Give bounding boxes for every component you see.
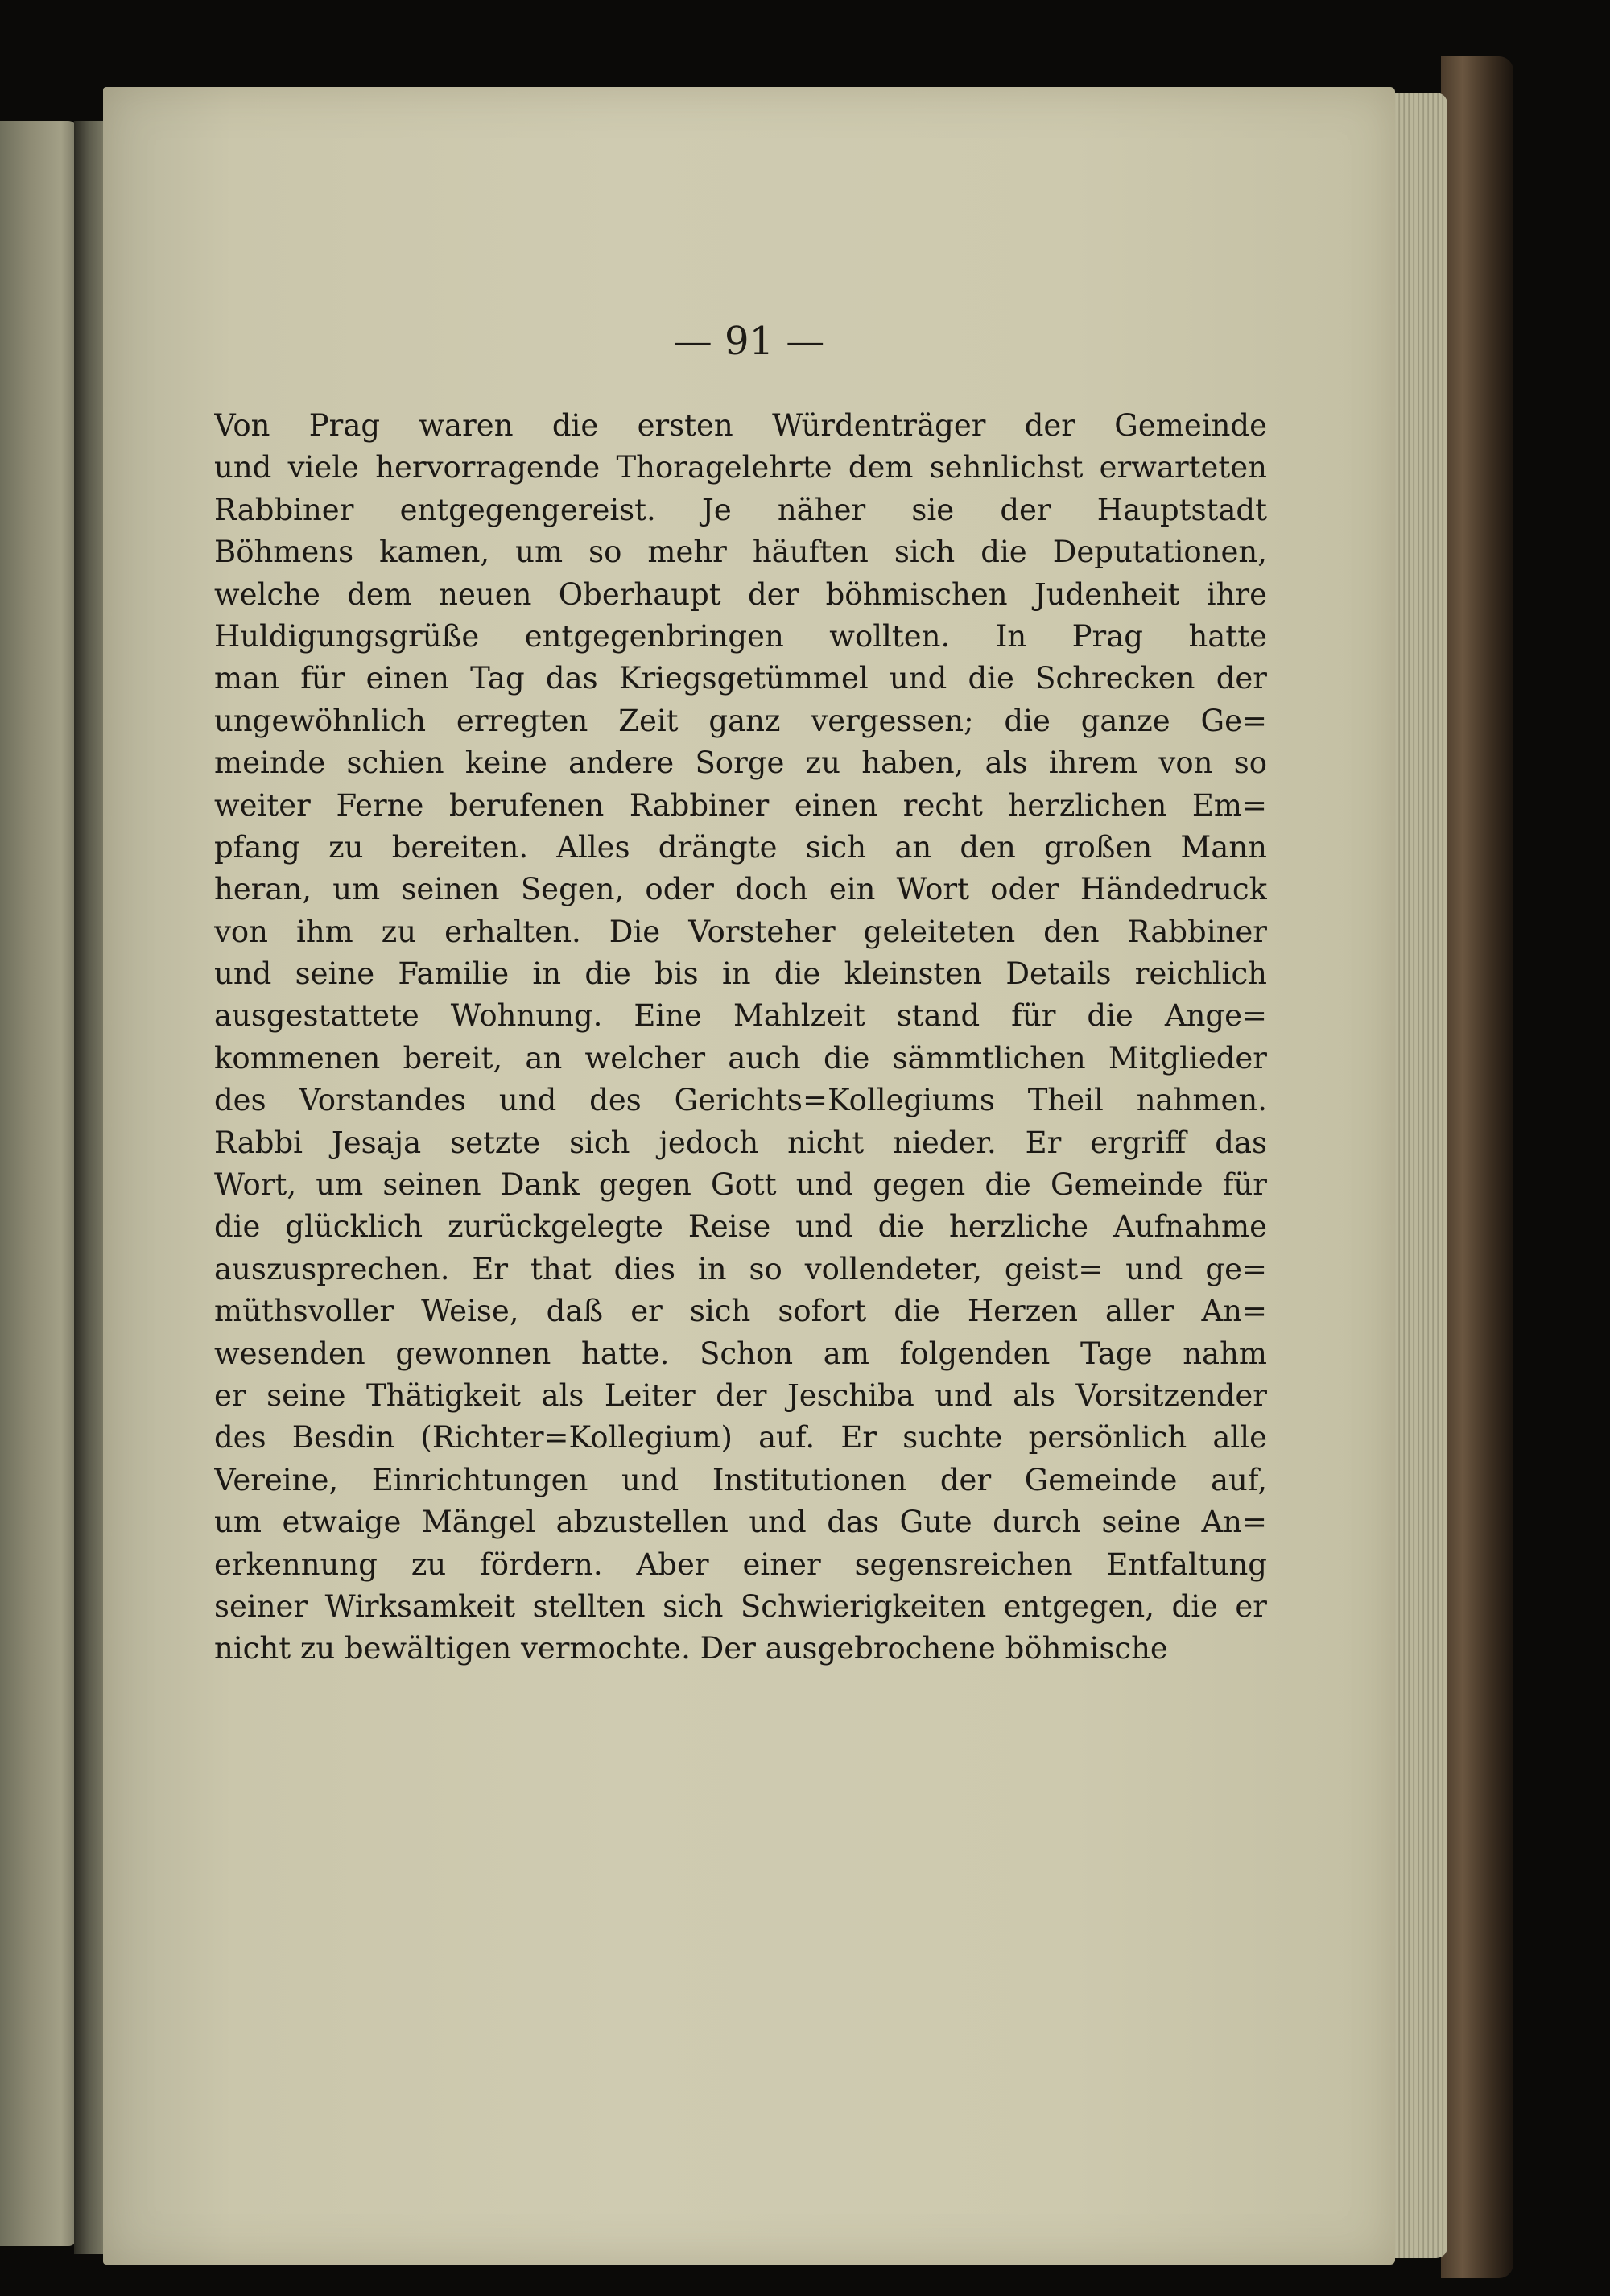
page-number bbox=[103, 319, 1395, 364]
previous-page-edge bbox=[0, 121, 76, 2246]
text-line: pfang zu bereiten. Alles drängte sich an den großen Mann bbox=[214, 829, 1267, 865]
body-text bbox=[214, 405, 1267, 1670]
text-line: nicht zu bewältigen vermochte. Der ausgebrochene böhmische bbox=[214, 1631, 1168, 1666]
text-line: Vereine, Einrichtungen und Institutionen der Gemeinde auf, bbox=[214, 1462, 1267, 1497]
text-line: seiner Wirksamkeit stellten sich Schwierigkeiten entgegen, die er bbox=[214, 1588, 1267, 1624]
text-line: die glücklich zurückgelegte Reise und die herzliche Aufnahme bbox=[214, 1209, 1267, 1245]
text-line: heran, um seinen Segen, oder doch ein Wort oder Händedruck bbox=[214, 872, 1267, 907]
page-stack-edge bbox=[1391, 93, 1447, 2258]
text-line: auszusprechen. Er that dies in so vollendeter, geist= und ge= bbox=[214, 1251, 1267, 1286]
text-line: Rabbi Jesaja setzte sich jedoch nicht nieder. Er ergriff das bbox=[214, 1125, 1267, 1160]
text-line: von ihm zu erhalten. Die Vorsteher geleiteten den Rabbiner bbox=[214, 914, 1267, 949]
text-line: Huldigungsgrüße entgegenbringen wollten. In Prag hatte bbox=[214, 618, 1267, 654]
text-line: des Besdin (Richter=Kollegium) auf. Er suchte persönlich alle bbox=[214, 1420, 1267, 1456]
text-line: ausgestattete Wohnung. Eine Mahlzeit stand für die Ange= bbox=[214, 998, 1267, 1034]
text-line: Wort, um seinen Dank gegen Gott und gegen die Gemeinde für bbox=[214, 1167, 1267, 1203]
text-line: kommenen bereit, an welcher auch die sämmtlichen Mitglieder bbox=[214, 1040, 1267, 1076]
text-line: müthsvoller Weise, daß er sich sofort die Herzen aller An= bbox=[214, 1294, 1267, 1329]
text-line: er seine Thätigkeit als Leiter der Jeschiba und als Vorsitzender bbox=[214, 1377, 1267, 1413]
text-line: wesenden gewonnen hatte. Schon am folgenden Tage nahm bbox=[214, 1336, 1267, 1371]
book-page bbox=[103, 87, 1395, 2265]
text-line: Von Prag waren die ersten Würdenträger der Gemeinde bbox=[214, 408, 1267, 443]
text-line: des Vorstandes und des Gerichts=Kollegiums Theil nahmen. bbox=[214, 1083, 1267, 1118]
text-line: erkennung zu fördern. Aber einer segensreichen Entfaltung bbox=[214, 1546, 1267, 1582]
text-line: meinde schien keine andere Sorge zu haben, als ihrem von so bbox=[214, 745, 1267, 781]
text-line: und seine Familie in die bis in die kleinsten Details reichlich bbox=[214, 956, 1267, 992]
page-number-text: — 91 — bbox=[673, 319, 825, 364]
text-line: man für einen Tag das Kriegsgetümmel und die Schrecken der bbox=[214, 661, 1267, 696]
text-line: und viele hervorragende Thoragelehrte dem sehnlichst erwarteten bbox=[214, 450, 1267, 485]
text-line: weiter Ferne berufenen Rabbiner einen recht herzlichen Em= bbox=[214, 787, 1267, 823]
book-cover bbox=[1441, 56, 1513, 2278]
text-line: Böhmens kamen, um so mehr häuften sich die Deputationen, bbox=[214, 535, 1267, 570]
text-line: ungewöhnlich erregten Zeit ganz vergessen; die ganze Ge= bbox=[214, 703, 1267, 738]
text-line: um etwaige Mängel abzustellen und das Gute durch seine An= bbox=[214, 1505, 1267, 1540]
text-line: welche dem neuen Oberhaupt der böhmischen Judenheit ihre bbox=[214, 576, 1267, 612]
text-line: Rabbiner entgegengereist. Je näher sie der Hauptstadt bbox=[214, 492, 1267, 527]
